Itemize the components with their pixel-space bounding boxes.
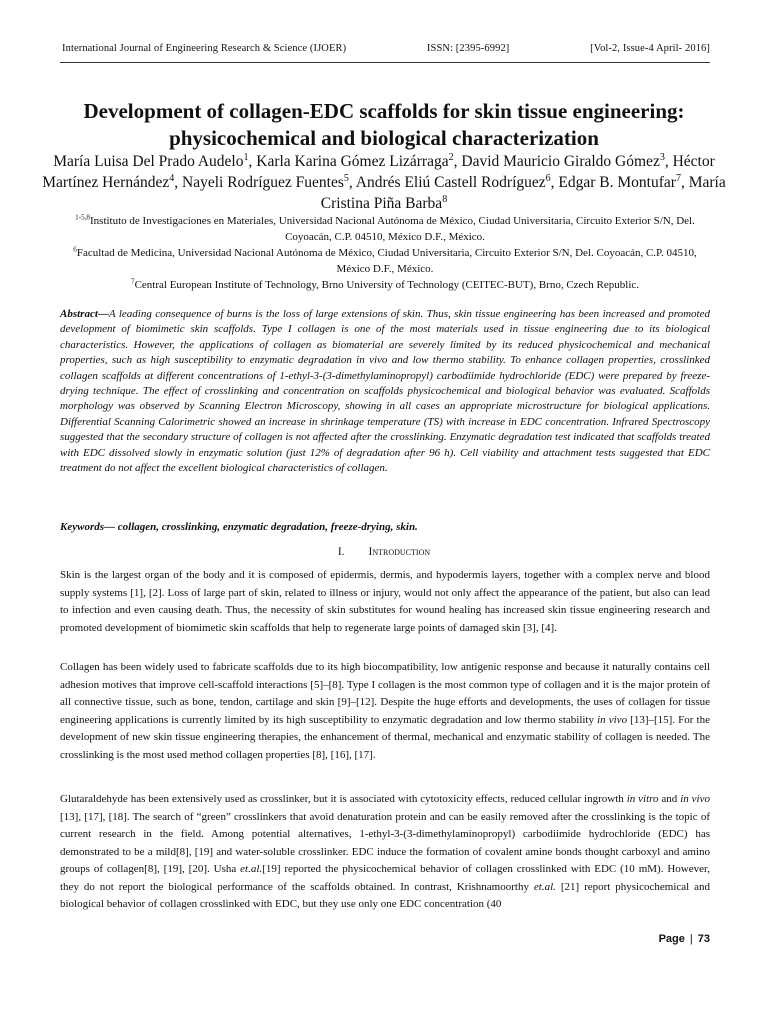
paragraph [60,567,710,637]
italic-term: et.al. [533,880,556,893]
section-title: Introduction [368,546,431,558]
paragraph-text: Skin is the largest organ of the body and it is composed of epidermis, dermis, and hypodermis layers, together with a complex nerve and blood supply systems [1], [2]. Loss of large part of skin, related to illness or injury, would not only affect the appearance of the patient, but also can lead to infection and even causing death. Thus, the necessity of skin substitutes for wound healing has increased skin tissue engineering research and promoted development of biomimetic skin scaffolds that help to regenerate large points of damaged skin [3], [4]. [60,569,710,634]
affiliation-text: Facultad de Medicina, Universidad Nacional Autónoma de México, Ciudad Universitaria, Circuito Exterior S/N, Del. Coyoacán, C.P. 04510, México D.F., México. [76,247,697,275]
paragraph-text: [13], [17], [18]. The search of “green” crosslinkers that avoid denaturation protein and can be easily removed after the crosslinking is the topic of current research in the field. Among potential alternatives, 1-ethyl-3-(3-dimethylaminopropyl) carbodiimide hydrochloride (EDC) has demonstrated to be a mild[8], [19] and water-soluble crosslinker. EDC induce the formation of covalent amine bonds thought carboxyl and amino groups of collagen[8], [19], [20]. Usha [60,810,710,875]
author: Nayeli Rodríguez Fuentes [182,174,344,191]
paper-title: Development of collagen-EDC scaffolds for skin tissue engineering: physicochemical and biological characterization [83,99,685,150]
paragraph-text: and [658,793,681,805]
author: Karla Karina Gómez Lizárraga [256,153,449,170]
author: María Cristina Piña Barba [320,174,726,212]
abstract [60,307,710,476]
paragraph-text: [19] reported the physicochemical behavior of collagen crosslinked with EDC (10 mM). However, they do not report the biological performance of the scaffolds obtained. In contrast, Krishnamoorthy [60,863,710,893]
author-sup: 5 [343,172,349,184]
page-label: Page [658,933,685,945]
author-sup: 3 [659,151,665,163]
author-list: María Luisa Del Prado Audelo$^1$, Karla Karina Gómez Lizárraga$^2$, David Mauricio Giraldo Gómez$^3$, Héctor Martínez Hernández$^4$, Nayeli Rodríguez Fuentes$^5$, Andrés Eliú Castell Rodríguez$^6$, Edgar B. Montufar$^7$, María Cristina Piña Barba$^8$ [42,151,726,212]
affiliation-sup: 7 [130,277,135,286]
author: Héctor Martínez Hernández [42,153,715,191]
affiliation [60,245,710,277]
italic-term: et.al. [240,863,263,875]
abstract-text: A leading consequence of burns is the loss of large extensions of skin. Thus, skin tissue engineering has been increased and promoted development of biomimetic skin scaffolds. Type I collagen is one of the most materials used in tissue engineering due to its biological characteristics. However, the applications of collagen as biomaterial are severely limited by its reduced physicochemical and mechanical properties, such as high susceptibility to enzymatic degradation in vivo and low thermo stability. To enhance collagen properties, crosslinked collagen scaffolds at different concentrations of 1-ethyl-3-(3-dimethylaminopropyl) carbodiimide hydrochloride (EDC) were prepared by freeze-drying technique. The effect of crosslinking and concentration on scaffolds physicochemical and biological behavior was evaluated. Scaffolds morphology was observed by Scanning Electron Microscopy, showing in all cases an appropriate microstructure for biological applications. Differential Scanning Calorimetric showed an increase in shrinkage temperature (TS) with increase in EDC concentration. Infrared Spectroscopy suggested that the secondary structure of collagen is not affected after the crosslinking. Enzymatic degradation test indicated that scaffolds treated with EDC dissolved slowly in enzymatic solution (just 12% of degradation after 96 h). Cell viability and attachment tests suggested that EDC treatment do not affect the excellent biological characteristics of collagen. [60,308,710,475]
italic-term: in vivo [680,793,710,805]
page-footer [659,933,710,945]
affiliation [60,277,710,293]
paragraph-text: [21] report physicochemical and biological behavior of collagen crosslinked with EDC, but they use only one EDC concentration (40 [60,880,711,910]
author-sup: 1 [243,151,249,163]
issn: ISSN: [2395-6992] [426,43,510,54]
affiliation [60,213,710,245]
author: Andrés Eliú Castell Rodríguez [355,174,546,191]
affiliation-sup: 1-5,8 [75,213,90,222]
author-sup: 4 [169,172,175,184]
footer-divider: | [689,933,693,945]
paragraph-text: Collagen has been widely used to fabricate scaffolds due to its high biocompatibility, low antigenic response and because it naturally contains cell adhesion motives that improve cell-scaffold interactions [5]–[8]. Type I collagen is the most common type of collagen and it is the major protein of all connective tissue, such as bone, tendon, cartilage and skin [9]–[12]. Despite the huge efforts and developments, the uses of collagen for tissue engineering applications is currently limited by its high susceptibility to enzymatic degradation and low thermo stability [60,661,710,726]
paragraph [60,791,710,914]
section-number: I. [337,546,345,558]
affiliations [60,213,710,293]
page-number: 73 [697,933,710,945]
section-heading [0,546,768,558]
paragraph-text: Glutaraldehyde has been extensively used as crosslinker, but it is associated with cytotoxicity effects, reduced cellular ingrowth [60,793,627,805]
keywords: Keywords— collagen, crosslinking, enzymatic degradation, freeze-drying, skin. [60,521,418,533]
affiliation-sup: 6 [73,245,77,254]
paragraph [60,659,710,764]
running-header [62,43,710,54]
author: David Mauricio Giraldo Gómez [461,153,660,170]
author-sup: 2 [448,151,454,163]
abstract-label: Abstract— [60,308,109,320]
affiliation-text: Central European Institute of Technology, Brno University of Technology (CEITEC-BUT), Brno, Czech Republic. [134,279,640,291]
header-rule [60,62,710,63]
author: Edgar B. Montufar [558,174,676,191]
italic-term: in vivo [597,713,628,726]
author: María Luisa Del Prado Audelo [53,153,244,170]
italic-term: in vitro [626,793,659,805]
paragraph-text: [13]–[15]. For the development of new skin tissue engineering therapies, the enhancement of thermal, mechanical and enzymatic stability of collagen is needed. The crosslinking is the most used method collagen properties [8], [16], [17]. [60,713,710,761]
author-sup: 8 [442,193,448,205]
affiliation-text: Instituto de Investigaciones en Materiales, Universidad Nacional Autónoma de México, Ciudad Universitaria, Circuito Exterior S/N, Del. Coyoacán, C.P. 04510, México D.F., México. [90,215,695,243]
author-sup: 6 [545,172,551,184]
volume-issue: [Vol-2, Issue-4 April- 2016] [590,43,710,54]
author-sup: 7 [675,172,681,184]
journal-name: International Journal of Engineering Research & Science (IJOER) [62,43,347,54]
